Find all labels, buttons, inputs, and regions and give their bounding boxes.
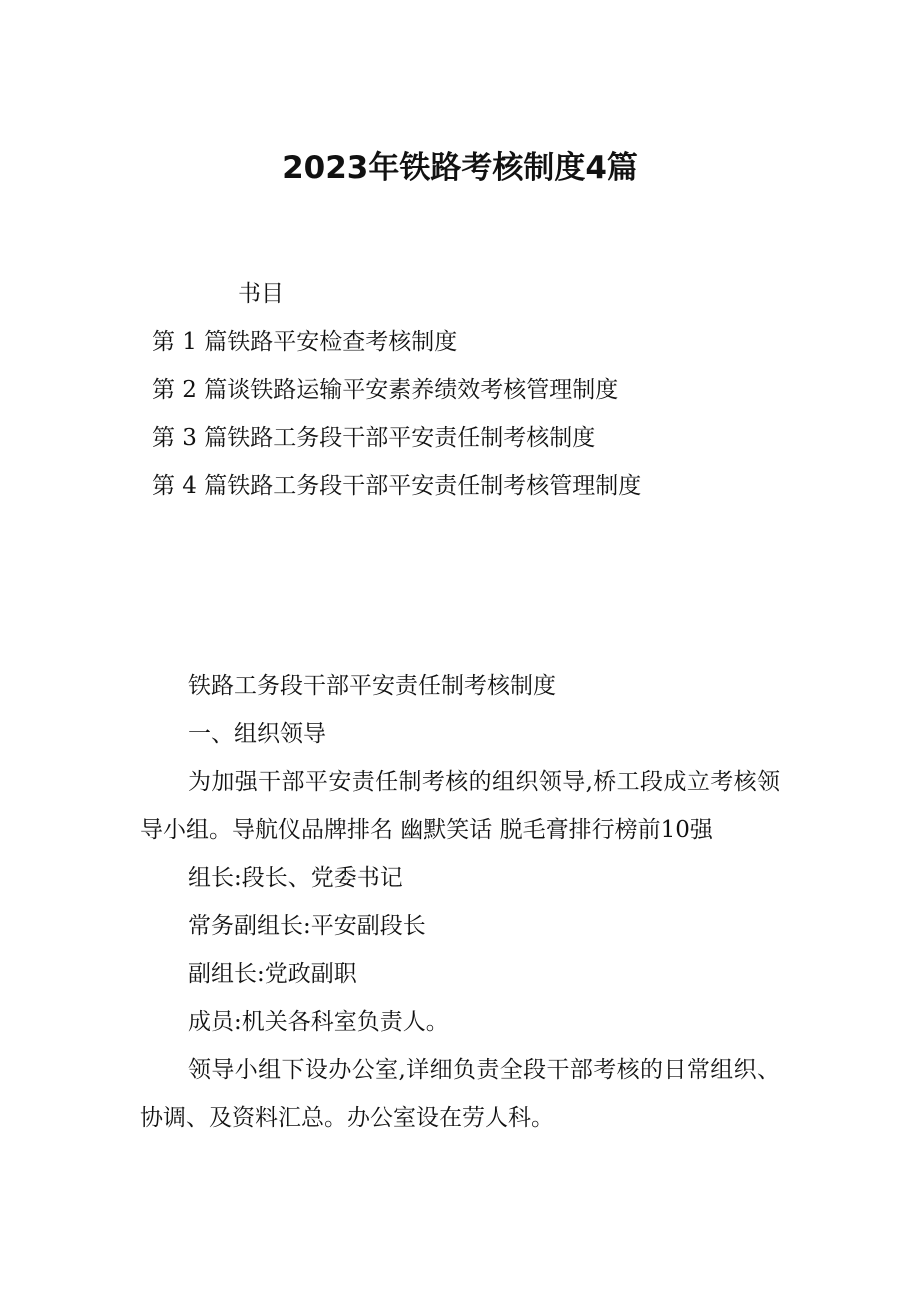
toc-item: 第 2 篇谈铁路运输平安素养绩效考核管理制度	[152, 377, 619, 403]
body-paragraph: 领导小组下设办公室,详细负责全段干部考核的日常组织、协调、及资料汇总。办公室设在劳人科。	[140, 1057, 780, 1131]
body-paragraph: 为加强干部平安责任制考核的组织领导,桥工段成立考核领导小组。导航仪品牌排名 幽默笑话 脱毛膏排行榜前10强	[140, 769, 780, 843]
toc-heading: 书目	[238, 281, 284, 307]
body-paragraph: 成员:机关各科室负责人。	[188, 1009, 449, 1035]
document-title: 2023年铁路考核制度4篇	[282, 150, 638, 186]
body-paragraph: 常务副组长:平安副段长	[188, 913, 426, 939]
section-heading: 一、组织领导	[188, 721, 326, 747]
toc-item: 第 4 篇铁路工务段干部平安责任制考核管理制度	[152, 473, 642, 499]
table-of-contents	[152, 326, 641, 518]
toc-item: 第 1 篇铁路平安检查考核制度	[152, 329, 458, 355]
section-title: 铁路工务段干部平安责任制考核制度	[188, 673, 556, 699]
body-paragraph: 副组长:党政副职	[188, 961, 357, 987]
document-body	[140, 662, 780, 1142]
body-paragraph: 组长:段长、党委书记	[188, 865, 403, 891]
toc-item: 第 3 篇铁路工务段干部平安责任制考核制度	[152, 425, 596, 451]
